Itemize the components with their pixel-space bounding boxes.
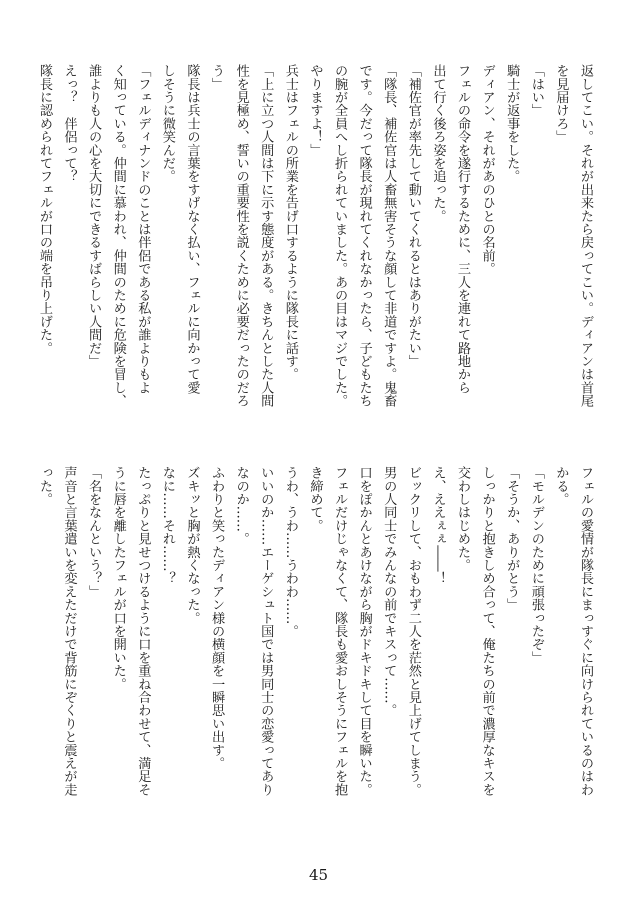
text-line: フェルの命令を遂行するために、三人を連れて路地から xyxy=(455,64,471,394)
text-line: 口をぽかんとあけながら胸がドキドキして目を瞬いた。 xyxy=(356,466,372,796)
text-line: く知っている。仲間に慕われ、仲間のために危険を冒し、 xyxy=(110,64,126,408)
text-line: たっぷりと見せつけるように口を重ね合わせて、満足そ xyxy=(135,466,151,796)
text-line: なに……それ……？ xyxy=(159,466,175,585)
text-line: いいのか……エーゲシュト国では男同士の恋愛ってあり xyxy=(258,466,274,796)
text-line: です。今だって隊長が現れてくれなかったら、子どもたち xyxy=(356,64,372,408)
text-line: ふわりと笑ったディアン様の横顔を一瞬思い出す。 xyxy=(209,466,225,770)
text-line: 男の人同士でみんなの前でキスって……。 xyxy=(381,466,397,717)
text-line: フェルの愛情が隊長にまっすぐに向けられているのはわ xyxy=(578,466,593,796)
text-line: え、ええぇぇ――！ xyxy=(430,466,446,585)
text-line: しっかりと抱きしめ合って、俺たちの前で濃厚なキスを xyxy=(479,466,495,796)
text-line: フェルだけじゃなくて、隊長も愛おしそうにフェルを抱 xyxy=(332,466,348,796)
text-line: 隊長に認められてフェルが口の端を吊り上げた。 xyxy=(36,64,52,355)
text-line: ビックリして、おもわず二人を茫然と見上げてしまう。 xyxy=(405,466,421,796)
text-line: 「名をなんという？」 xyxy=(86,466,102,598)
text-line: ディアン、それがあのひとの名前。 xyxy=(479,64,495,276)
text-line: やりますよ！」 xyxy=(307,64,323,157)
text-line: 兵士はフェルの所業を告げ口するように隊長に話す。 xyxy=(282,64,298,381)
text-line: を見届けろ」 xyxy=(553,64,569,144)
text-line: の腕が全員へし折られていました。あの目はマジでした。 xyxy=(332,64,348,408)
text-line: うわ、うわ……うわわ……。 xyxy=(282,466,298,638)
text-line: 騎士が返事をした。 xyxy=(504,64,520,183)
text-block-lower xyxy=(31,466,597,846)
text-line: 交わしはじめた。 xyxy=(455,466,471,572)
text-line: かる。 xyxy=(553,466,569,506)
text-line: 「フェルディナンドのことは伴侶である私が誰よりもよ xyxy=(135,64,151,394)
text-line: 「補佐官が率先して動いてくれるとはありがたい」 xyxy=(405,64,421,368)
text-line: 声音と言葉遣いを変えただけで背筋にぞくりと震えが走 xyxy=(61,466,77,796)
text-line: 「モルデンのために頑張ったぞ」 xyxy=(528,466,544,664)
text-line: 性を見極め、誓いの重要性を説くために必要だったのだろ xyxy=(233,64,249,408)
text-line: 返してこい。それが出来たら戻ってこい。ディアンは首尾 xyxy=(578,64,593,408)
text-line: った。 xyxy=(36,466,52,506)
text-line: 「はい」 xyxy=(528,64,544,117)
text-line: 「上に立つ人間は下に示す態度がある。きちんとした人間 xyxy=(258,64,274,408)
text-line: 「隊長、補佐官は人畜無害そうな顔して非道ですよ。鬼畜 xyxy=(381,64,397,408)
text-line: 隊長は兵士の言葉をすげなく払い、フェルに向かって愛 xyxy=(184,64,200,394)
text-line: 誰よりも人の心を大切にできるすばらしい人間だ」 xyxy=(86,64,102,368)
text-line: 「そうか、ありがとう」 xyxy=(504,466,520,612)
text-line: き締めて。 xyxy=(307,466,323,532)
page-number: 45 xyxy=(308,866,329,884)
text-line: 出て行く後ろ姿を追った。 xyxy=(430,64,446,223)
text-line: う」 xyxy=(209,64,225,91)
text-block-upper xyxy=(31,64,597,444)
text-line: しそうに微笑んだ。 xyxy=(159,64,175,183)
text-line: えっ？ 伴侶って？ xyxy=(61,64,77,183)
text-line: うに唇を離したフェルが口を開いた。 xyxy=(110,466,126,691)
text-line: ズキッと胸が熱くなった。 xyxy=(184,466,200,625)
text-line: なのか……。 xyxy=(233,466,249,546)
